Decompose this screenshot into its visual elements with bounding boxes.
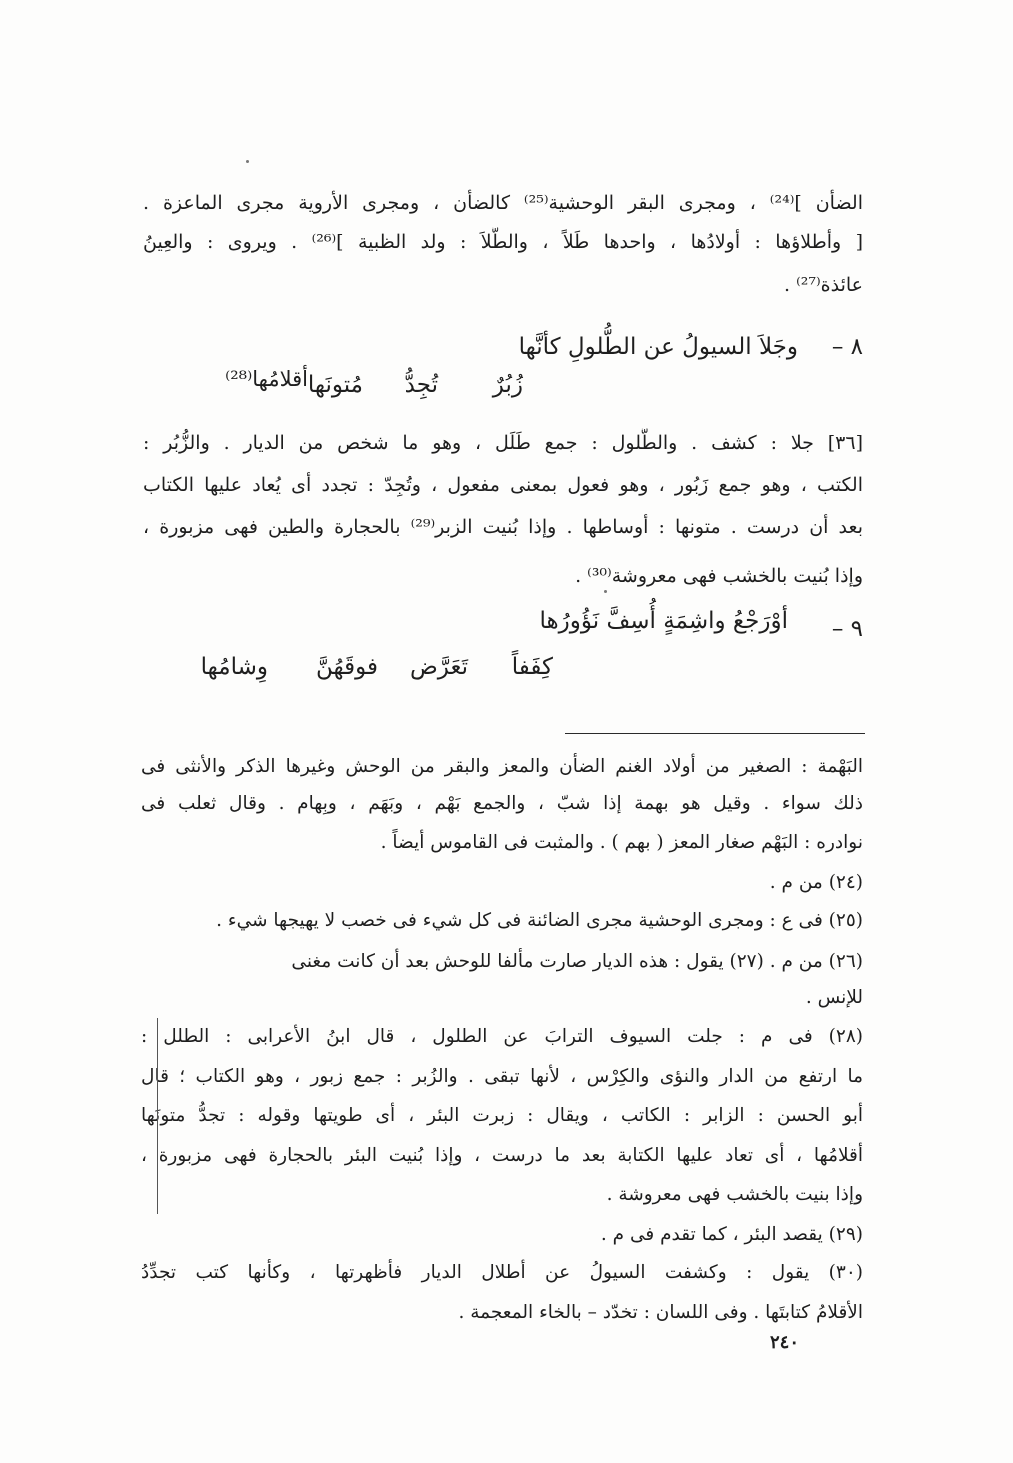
commentary-line-2: الكتب ، وهو جمع زَبُور ، وهو فعول بمعنى مفعول ، وتُجِدّ : تجدد أى يُعاد عليها الكتاب bbox=[143, 474, 863, 496]
footnote-30-line-2: الأقلامُ كتابتَها . وفى اللسان : تخدّد – بالخاء المعجمة . bbox=[458, 1302, 863, 1323]
footnote-26-27: (٢٦) من م . (٢٧) يقول : هذه الديار صارت مألفا للوحش بعد أن كانت مغنى bbox=[291, 951, 863, 972]
verse-9-first-hemistich: أوْرَجْعُ واشِمَةٍ أُسِفَّ نَؤُورُها bbox=[539, 608, 788, 634]
verse-8-word-1: زُبُرٌ bbox=[492, 372, 523, 398]
page-number: ٢٤٠ bbox=[770, 1332, 800, 1353]
verse-8-first-hemistich: وجَلاَ السيولُ عن الطُّلولِ كأنَّها bbox=[518, 334, 798, 360]
body-line-3: عائذة⁽²⁷⁾ . bbox=[784, 274, 863, 296]
body-line-2: [ وأطلاؤها : أولادُها ، واحدها طَلاً ، والطَّلاَ : ولد الظبية ]⁽²⁶⁾ . ويروى : والعِينُ bbox=[143, 231, 863, 253]
verse-9-word-3: فوقَهُنَّ bbox=[316, 654, 378, 680]
commentary-line-4: وإذا بُنيت بالخشب فهى معروشة⁽³⁰⁾ . bbox=[575, 565, 863, 587]
footnote-28-line-3: أبو الحسن : الزابر : الكاتب ، ويقال : زبرت البئر ، أى طويتها وقوله : تجدُّ متونَها bbox=[141, 1105, 863, 1126]
footnote-25: (٢٥) فى ع : ومجرى الوحشية مجرى الضائنة فى كل شيء فى خصب لا يهيجها شيء . bbox=[216, 910, 863, 931]
verse-8-number: ٨ – bbox=[831, 334, 863, 360]
footnote-24: (٢٤) من م . bbox=[769, 872, 863, 893]
verse-9-number: ٩ – bbox=[831, 616, 863, 642]
verse-8-word-3: مُتونَها bbox=[307, 372, 363, 398]
scan-speck bbox=[246, 160, 249, 163]
footnote-29: (٢٩) يقصد البئر ، كما تقدم فى م . bbox=[600, 1224, 863, 1245]
footnote-28-line-2: ما ارتفع من الدار والنؤى والكِرْس ، لأنها تبقى . والزُبر : جمع زبور ، وهو الكتاب ؛ قال bbox=[141, 1066, 863, 1087]
verse-9-word-2: تَعَرَّض bbox=[410, 654, 468, 680]
scan-speck bbox=[604, 590, 607, 593]
footnote-28-line-1: (٢٨) فى م : جلت السيوف الترابَ عن الطلول ، قال ابنُ الأعرابى : الطلل : bbox=[141, 1026, 863, 1047]
verse-8-word-2: تُجِدُّ bbox=[404, 372, 438, 398]
scan-margin-line bbox=[157, 1018, 158, 1214]
footnote-line-2: ذلك سواء . وقيل هو بهمة إذا شبّ ، والجمع بَهْم ، وبَهَم ، وبِهام . وقال ثعلب فى bbox=[141, 793, 863, 814]
commentary-line-1: [٣٦] جلا : كشف . والطُّلول : جمع طَلَل ، وهو ما شخص من الديار . والزُّبُر : bbox=[143, 432, 863, 454]
body-line-1: الضأن ]⁽²⁴⁾ ، ومجرى البقر الوحشية⁽²⁵⁾ كالضأن ، ومجرى الأروية مجرى الماعزة . bbox=[143, 192, 863, 214]
footnote-27-cont: للإنس . bbox=[805, 987, 863, 1008]
commentary-line-3: بعد أن درست . متونها : أوساطها . وإذا بُنيت الزبر⁽²⁹⁾ بالحجارة والطين فهى مزبورة ، bbox=[143, 516, 863, 538]
verse-9-word-4: وِشامُها bbox=[200, 654, 268, 680]
footnote-28-line-5: وإذا بنيت بالخشب فهى معروشة . bbox=[606, 1184, 863, 1205]
footnote-separator bbox=[565, 733, 865, 734]
footnote-30-line-1: (٣٠) يقول : وكشفت السيولُ عن أطلال الديار فأظهرتها ، وكأنها كتب تجدِّدُ bbox=[141, 1262, 863, 1283]
footnote-line-1: البَهْمة : الصغير من أولاد الغنم الضأن والمعز والبقر من الوحش وغيرها الذكر والأنثى فى bbox=[141, 756, 863, 777]
verse-8-word-4: أقلامُها⁽²⁸⁾ bbox=[225, 367, 308, 391]
footnote-28-line-4: أقلامُها ، أى تعاد عليها الكتابة بعد ما درست ، وإذا بُنيت البئر بالحجارة فهى مزبورة ، bbox=[141, 1145, 863, 1166]
footnote-line-3: نوادره : البَهْم صغار المعز ( بهم ) . والمثبت فى القاموس أيضاً . bbox=[380, 832, 863, 853]
verse-9-word-1: كِفَفاً bbox=[511, 654, 553, 680]
